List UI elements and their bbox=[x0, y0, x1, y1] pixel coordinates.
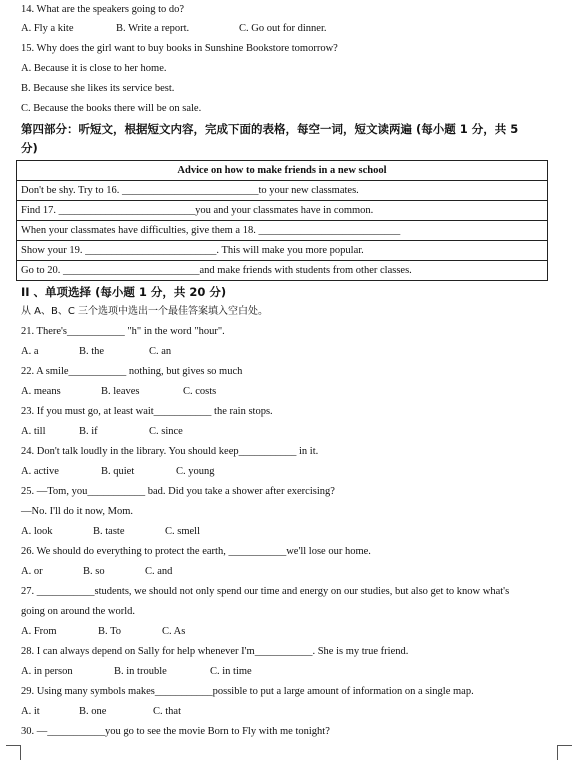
table-row: Go to 20. __________________________and make friends with students from other classes. bbox=[17, 261, 548, 281]
option-a: A. means bbox=[21, 386, 61, 397]
question-22-options bbox=[21, 385, 216, 399]
question-14: 14. What are the speakers going to do? bbox=[21, 4, 185, 15]
question-25-reply: —No. I'll do it now, Mom. bbox=[21, 506, 134, 517]
option-b: B. one bbox=[79, 706, 107, 717]
option-b: B. quiet bbox=[101, 466, 135, 477]
question-27-options bbox=[21, 625, 185, 639]
question-15-option-a: A. Because it is close to her home. bbox=[21, 63, 167, 74]
option-a: A. it bbox=[21, 706, 40, 717]
option-c: C. Go out for dinner. bbox=[239, 23, 327, 34]
option-a: A. till bbox=[21, 426, 46, 437]
option-c: C. costs bbox=[183, 386, 217, 397]
option-b: B. Write a report. bbox=[116, 23, 190, 34]
question-29-options bbox=[21, 705, 181, 719]
option-c: C. an bbox=[149, 346, 172, 357]
question-26-options bbox=[21, 565, 172, 579]
option-a: A. active bbox=[21, 466, 59, 477]
option-b: B. so bbox=[83, 566, 105, 577]
question-27: 27. ___________students, we should not only spend our time and energy on our studies, but also get to know what's bbox=[21, 586, 510, 597]
option-a: A. a bbox=[21, 346, 39, 357]
question-15: 15. Why does the girl want to buy books in Sunshine Bookstore tomorrow? bbox=[21, 43, 338, 54]
question-21-options bbox=[21, 345, 171, 359]
question-26: 26. We should do everything to protect the earth, ___________we'll lose our home. bbox=[21, 546, 371, 557]
page-corner-mark bbox=[6, 745, 21, 760]
advice-table bbox=[16, 160, 548, 281]
question-28-options bbox=[21, 665, 252, 679]
option-c: C. and bbox=[145, 566, 173, 577]
question-25: 25. —Tom, you___________ bad. Did you take a shower after exercising? bbox=[21, 486, 335, 497]
option-a: A. in person bbox=[21, 666, 73, 677]
table-title: Advice on how to make friends in a new school bbox=[17, 161, 548, 181]
section2-instruction: 从 A、B、C 三个选项中选出一个最佳答案填入空白处。 bbox=[21, 306, 269, 317]
question-27-cont: going on around the world. bbox=[21, 606, 136, 617]
question-23: 23. If you must go, at least wait___________ the rain stops. bbox=[21, 406, 273, 417]
question-25-options bbox=[21, 525, 200, 539]
question-30: 30. —___________you go to see the movie Born to Fly with me tonight? bbox=[21, 726, 330, 737]
option-c: C. young bbox=[176, 466, 215, 477]
option-a: A. Fly a kite bbox=[21, 23, 74, 34]
part4-heading-cont: 分) bbox=[21, 141, 38, 155]
table-row: Don't be shy. Try to 16. __________________________to your new classmates. bbox=[17, 181, 548, 201]
table-row: Find 17. __________________________you and your classmates have in common. bbox=[17, 201, 548, 221]
question-21: 21. There's___________ "h" in the word "hour". bbox=[21, 326, 225, 337]
option-a: A. look bbox=[21, 526, 53, 537]
option-b: B. To bbox=[98, 626, 121, 637]
question-28: 28. I can always depend on Sally for help whenever I'm___________. She is my true friend. bbox=[21, 646, 409, 657]
table-row: Show your 19. _________________________. This will make you more popular. bbox=[17, 241, 548, 261]
question-23-options bbox=[21, 425, 183, 439]
table-row: When your classmates have difficulties, give them a 18. ___________________________ bbox=[17, 221, 548, 241]
question-15-option-b: B. Because she likes its service best. bbox=[21, 83, 175, 94]
option-a: A. From bbox=[21, 626, 57, 637]
option-c: C. in time bbox=[210, 666, 252, 677]
section2-heading: II 、单项选择 (每小题 1 分，共 20 分) bbox=[21, 285, 227, 299]
question-22: 22. A smile___________ nothing, but gives so much bbox=[21, 366, 243, 377]
page-corner-mark bbox=[557, 745, 572, 760]
question-15-option-c: C. Because the books there will be on sale. bbox=[21, 103, 202, 114]
option-b: B. if bbox=[79, 426, 98, 437]
question-24-options bbox=[21, 465, 215, 479]
question-24: 24. Don't talk loudly in the library. You should keep___________ in it. bbox=[21, 446, 319, 457]
option-c: C. that bbox=[153, 706, 181, 717]
question-29: 29. Using many symbols makes___________possible to put a large amount of information on a single map. bbox=[21, 686, 474, 697]
option-b: B. leaves bbox=[101, 386, 140, 397]
option-c: C. As bbox=[162, 626, 186, 637]
option-b: B. taste bbox=[93, 526, 125, 537]
option-c: C. since bbox=[149, 426, 183, 437]
part4-heading: 第四部分：听短文，根据短文内容，完成下面的表格，每空一词，短文读两遍 (每小题 1 分，共 5 bbox=[21, 122, 519, 136]
question-14-options bbox=[21, 22, 327, 36]
option-b: B. the bbox=[79, 346, 105, 357]
option-c: C. smell bbox=[165, 526, 201, 537]
option-b: B. in trouble bbox=[114, 666, 167, 677]
option-a: A. or bbox=[21, 566, 43, 577]
